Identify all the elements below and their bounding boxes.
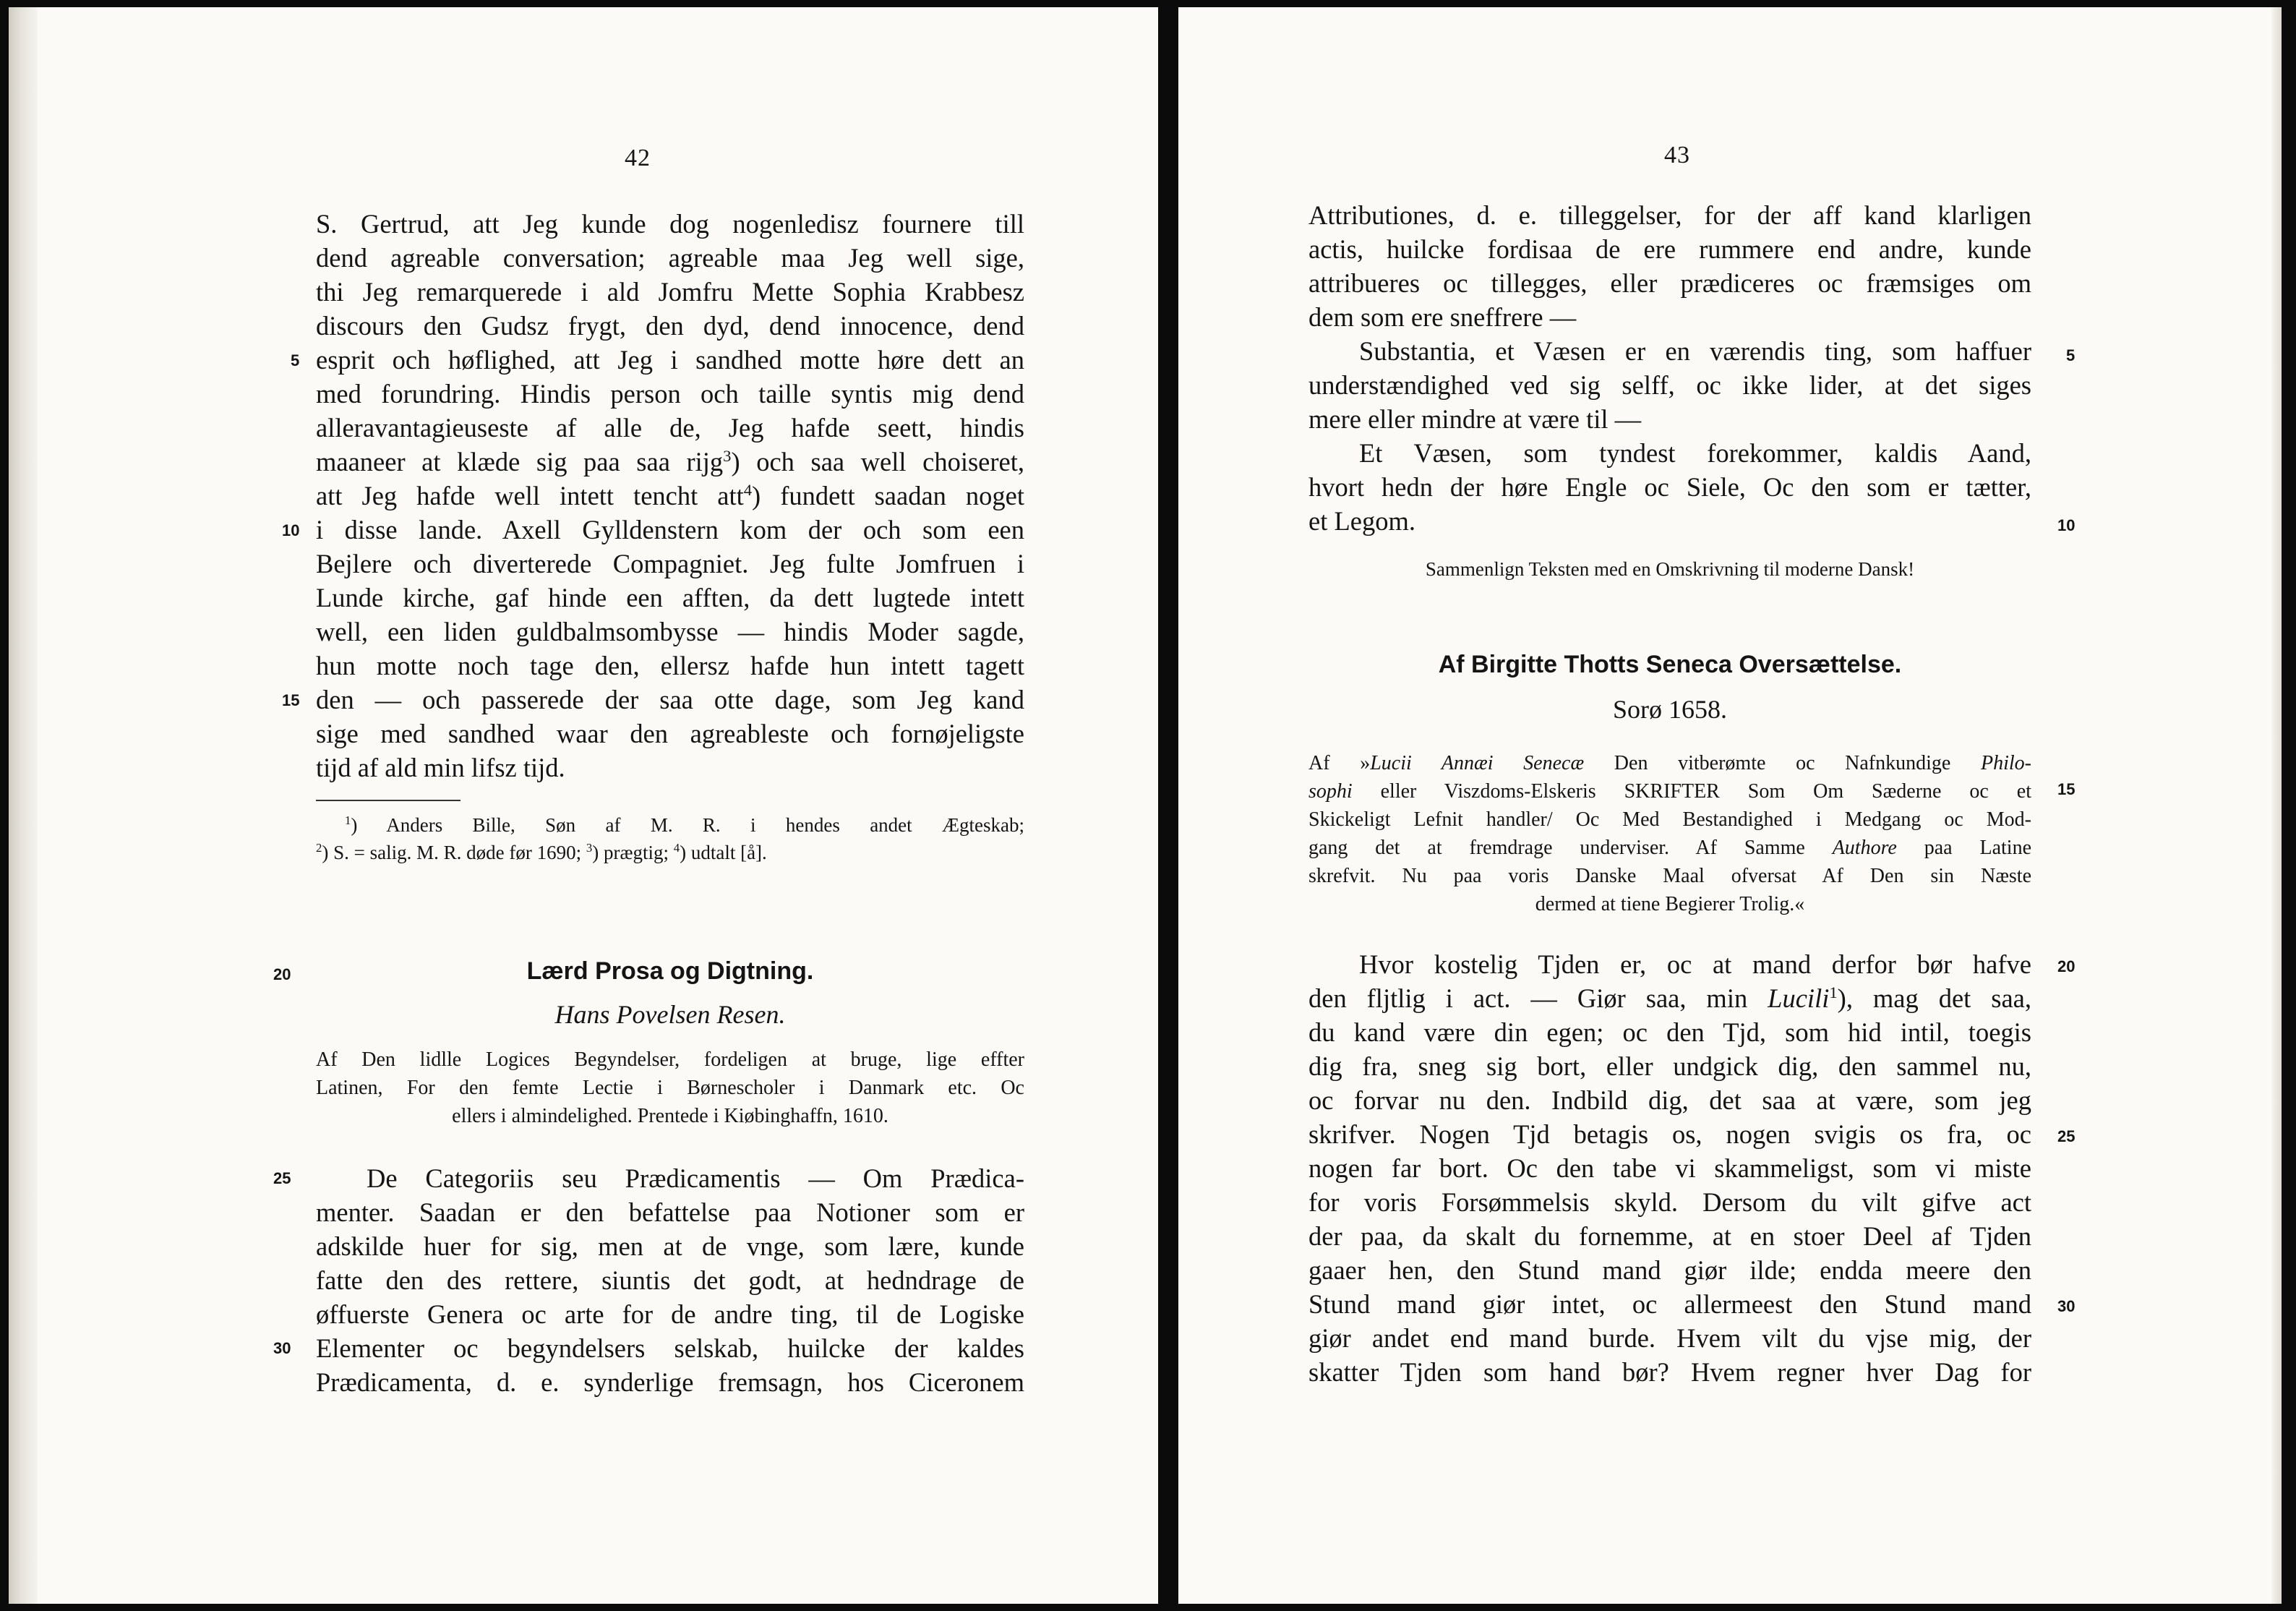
section-heading: Af Birgitte Thotts Seneca Oversættelse. — [1438, 651, 1902, 678]
text-line: hun motte noch tage den, ellersz hafde hun intett tagett — [316, 651, 1024, 680]
source-line: Af Den lidlle Logices Begyndelser, fordeligen at bruge, lige effter — [316, 1048, 1024, 1071]
text-line: dem som ere sneffrere — — [1308, 302, 1577, 332]
text-line: dend agreable conversation; agreable maa Jeg well sige, — [316, 243, 1024, 273]
text-line: Elementer oc begyndelsers selskab, huilcke der kaldes — [316, 1333, 1024, 1363]
text-line: esprit och høflighed, att Jeg i sandhed motte høre dett an — [316, 345, 1024, 375]
text-line: den — och passerede der saa otte dage, som Jeg kand — [316, 685, 1024, 714]
text-line: well, een liden guldbalmsombysse — hindis Moder sagde, — [316, 617, 1024, 646]
text-line: Substantia, et Væsen er en værendis ting, som haffuer — [1359, 336, 2031, 366]
line-number: 15 — [2057, 780, 2076, 798]
source-line: Latinen, For den femte Lectie i Børnescholer i Danmark etc. Oc — [316, 1077, 1024, 1099]
line-number: 10 — [2057, 516, 2076, 534]
right-page — [1178, 7, 2282, 1604]
source-line: skrefvit. Nu paa voris Danske Maal ofversat Af Den sin Næste — [1308, 865, 2031, 887]
footnotes — [316, 811, 1024, 866]
text-line: maaneer at klæde sig paa saa rijg$^3$) och saa well choiseret, — [316, 446, 1024, 477]
seneca-text — [1308, 947, 2031, 1389]
text-line: adskilde huer for sig, men at de vnge, som lære, kunde — [316, 1231, 1024, 1261]
text-line: et Legom. — [1308, 506, 1415, 536]
source-line: Skickeligt Lefnit handler/ Oc Med Bestandighed i Medgang oc Mod- — [1308, 808, 2031, 831]
text-line: for voris Forsømmelsis skyld. Dersom du vilt gifve act — [1308, 1187, 2031, 1217]
footnote-ref: 1 — [1829, 983, 1838, 1001]
text-line: menter. Saadan er den befattelse paa Notioner som er — [316, 1197, 1024, 1227]
source-line: sophi eller Viszdoms-Elskeris SKRIFTER Som Om Sæderne oc et — [1308, 780, 2031, 803]
text-line: den fljtlig i act. — Giør saa, min Lucili$^1$), mag det saa, — [1308, 983, 2031, 1013]
text-line: Hvor kostelig Tjden er, oc at mand derfor bør hafve — [1359, 949, 2031, 979]
text-line: gaaer hen, den Stund mand giør ilde; endda meere den — [1308, 1255, 2031, 1285]
source-line: ellers i almindelighed. Prentede i Kiøbinghaffn, 1610. — [452, 1105, 888, 1127]
text-line: hvort hedn der høre Engle oc Siele, Oc den som er tætter, — [1308, 472, 2031, 502]
line-number: 15 — [282, 691, 300, 709]
text-line: attribueres oc tillegges, eller prædiceres oc fræmsiges om — [1308, 268, 2031, 298]
letter-text — [316, 207, 1024, 785]
text-line: mere eller mindre at være til — — [1308, 404, 1642, 434]
text-line: Stund mand giør intet, oc allermeest den Stund mand — [1308, 1289, 2031, 1319]
text-line: oc forvar nu den. Indbild dig, det saa at være, som jeg — [1308, 1085, 2031, 1115]
line-number: 30 — [2057, 1297, 2076, 1315]
author-name: Hans Povelsen Resen. — [554, 1000, 786, 1029]
text-line: skatter Tjden som hand bør? Hvem regner hver Dag for — [1308, 1357, 2031, 1387]
line-number: 25 — [2057, 1127, 2076, 1145]
footnote-ref: 4 — [743, 480, 753, 499]
text-line: understændighed ved sig selff, oc ikke lider, at det siges — [1308, 370, 2031, 400]
line-number: 20 — [273, 965, 291, 983]
exercise-note: Sammenlign Teksten med en Omskrivning til moderne Dansk! — [1425, 558, 1915, 580]
text-line: alleravantagieuseste af alle de, Jeg hafde seett, hindis — [316, 413, 1024, 443]
text-line: fatte den des rettere, siuntis det godt, at hedndrage de — [316, 1265, 1024, 1295]
source-line: Af »Lucii Annæi Senecæ Den vitberømte oc Nafnkundige Philo- — [1308, 752, 2031, 774]
text-line: giør andet end mand burde. Hvem vilt du vjse mig, der — [1308, 1323, 2031, 1353]
source-line: gang det at fremdrage underviser. Af Samme Authore paa Latine — [1308, 837, 2031, 859]
left-page — [9, 7, 1158, 1604]
footnote: $^1$) Anders Bille, Søn af M. R. i hendes andet Ægteskab; — [345, 813, 1024, 836]
book-spine-shadow — [9, 7, 38, 1604]
line-number: 20 — [2057, 957, 2076, 975]
footnote: $^2$) S. = salig. M. R. døde før 1690; $^3$) prægtig; $^4$) udtalt [å]. — [316, 841, 767, 863]
text-line: Bejlere och diverterede Compagniet. Jeg fulte Jomfruen i — [316, 549, 1024, 578]
page-number: 42 — [625, 145, 651, 171]
line-number: 10 — [282, 521, 300, 539]
text-line: actis, huilcke fordisaa de ere rummere end andre, kunde — [1308, 234, 2031, 264]
place-year: Sorø 1658. — [1612, 695, 1727, 724]
prose-text — [1308, 198, 2031, 538]
text-line: sige med sandhed waar den agreableste och fornøjeligste — [316, 719, 1024, 748]
text-line: tijd af ald min lifsz tijd. — [316, 753, 565, 782]
line-number: 5 — [2066, 346, 2076, 364]
text-line: nogen far bort. Oc den tabe vi skammeligst, som vi miste — [1308, 1153, 2031, 1183]
source-title — [1308, 749, 2031, 918]
source-title — [316, 1046, 1024, 1130]
prose-text — [316, 1161, 1024, 1399]
text-line: skrifver. Nogen Tjd betagis os, nogen svigis os fra, oc — [1308, 1119, 2031, 1149]
section-heading: Lærd Prosa og Digtning. — [526, 957, 814, 985]
line-number: 5 — [291, 351, 300, 369]
text-line: Et Væsen, som tyndest forekommer, kaldis Aand, — [1359, 438, 2031, 468]
text-line: i disse lande. Axell Gylldenstern kom der och som een — [316, 515, 1024, 544]
text-line: øffuerste Genera oc arte for de andre ting, til de Logiske — [316, 1299, 1024, 1329]
text-line: att Jeg hafde well intett tencht att$^4$) fundett saadan noget — [316, 480, 1024, 510]
footnote-rule — [316, 800, 461, 801]
text-line: thi Jeg remarquerede i ald Jomfru Mette Sophia Krabbesz — [316, 277, 1024, 307]
text-line: Lunde kirche, gaf hinde een afften, da dett lugtede intett — [316, 583, 1024, 612]
text-line: Attributiones, d. e. tilleggelser, for der aff kand klarligen — [1308, 200, 2031, 230]
source-line: dermed at tiene Begierer Trolig.« — [1535, 893, 1805, 915]
text-line: dig fra, sneg sig bort, eller undgick dig, den sammel nu, — [1308, 1051, 2031, 1081]
text-line: der paa, da skalt du fornemme, at en stoer Deel af Tjden — [1308, 1221, 2031, 1251]
text-line: du kand være din egen; oc den Tjd, som hid intil, toegis — [1308, 1017, 2031, 1047]
text-line: med forundring. Hindis person och taille syntis mig dend — [316, 379, 1024, 409]
text-line: discours den Gudsz frygt, den dyd, dend innocence, dend — [316, 311, 1024, 341]
page-number: 43 — [1664, 142, 1690, 168]
text-line: De Categoriis seu Prædicamentis — Om Prædica- — [367, 1163, 1024, 1193]
line-number: 30 — [273, 1339, 291, 1357]
text-line: S. Gertrud, att Jeg kunde dog nogenledisz fournere till — [316, 209, 1024, 239]
line-number: 25 — [273, 1169, 291, 1187]
text-line: Prædicamenta, d. e. synderlige fremsagn, hos Ciceronem — [316, 1367, 1024, 1397]
page-edge-shadow — [2271, 7, 2282, 1604]
footnote-ref: 3 — [723, 446, 732, 465]
